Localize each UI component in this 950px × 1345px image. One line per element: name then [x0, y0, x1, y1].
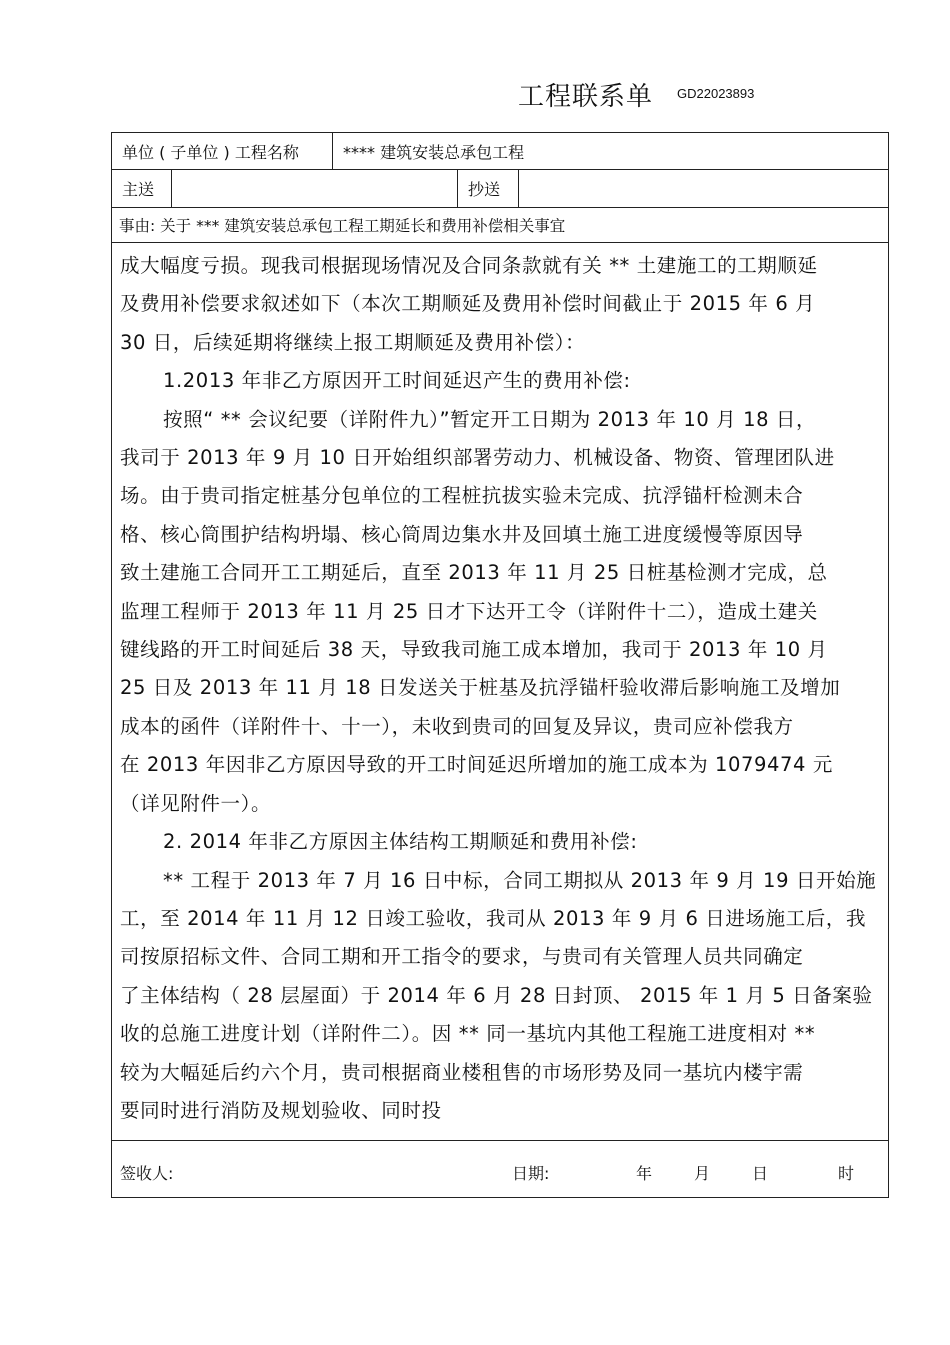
- body-line: 键线路的开工时间延后 38 天，导致我司施工成本增加，我司于 2013 年 10 月: [120, 638, 828, 662]
- letter-body: [112, 243, 888, 1141]
- recipient-row: [112, 170, 888, 208]
- to-value: [171, 170, 457, 207]
- body-line: 工，至 2014 年 11 月 12 日竣工验收，我司从 2013 年 9 月 6 日进场施工后，我: [120, 906, 867, 930]
- document-title: 工程联系单: [518, 82, 654, 112]
- hour-label: 时: [838, 1164, 855, 1183]
- body-line: 25 日及 2013 年 11 月 18 日发送关于桩基及抗浮锚杆验收滞后影响施工及增加: [120, 676, 841, 700]
- body-line: 要同时进行消防及规划验收、同时投: [120, 1098, 442, 1122]
- body-line: 2. 2014 年非乙方原因主体结构工期顺延和费用补偿:: [163, 830, 638, 854]
- project-label: 单位 ( 子单位 ) 工程名称: [122, 142, 299, 162]
- project-value: **** 建筑安装总承包工程: [332, 133, 888, 169]
- body-line: 格、核心筒围护结构坍塌、核心筒周边集水井及回填土施工进度缓慢等原因导: [120, 522, 804, 546]
- body-line: 场。由于贵司指定桩基分包单位的工程桩抗拔实验未完成、抗浮锚杆检测未合: [120, 484, 804, 508]
- body-line: 了主体结构（ 28 层屋面）于 2014 年 6 月 28 日封顶、 2015 年 1 月 5 日备案验: [120, 983, 873, 1007]
- body-line: 及费用补偿要求叙述如下（本次工期顺延及费用补偿时间截止于 2015 年 6 月: [120, 292, 816, 316]
- month-label: 月: [694, 1164, 711, 1183]
- body-line: 在 2013 年因非乙方原因导致的开工时间延迟所增加的施工成本为 1079474 元: [120, 753, 833, 777]
- cc-label: 抄送: [457, 170, 518, 207]
- body-line: 致土建施工合同开工工期延后，直至 2013 年 11 月 25 日桩基检测才完成，总: [120, 561, 828, 585]
- signature-row: [112, 1141, 888, 1199]
- project-row: [112, 133, 888, 170]
- body-line: 成大幅度亏损。现我司根据现场情况及合同条款就有关 ** 土建施工的工期顺延: [120, 254, 818, 277]
- body-line: 成本的函件（详附件十、十一），未收到贵司的回复及异议，贵司应补偿我方: [120, 714, 794, 738]
- body-line: 按照“ ** 会议纪要（详附件九）”暂定开工日期为 2013 年 10 月 18 日，: [163, 407, 817, 431]
- day-label: 日: [752, 1164, 769, 1183]
- signer-label: 签收人:: [120, 1164, 174, 1183]
- body-line: 司按原招标文件、合同工期和开工指令的要求，与贵司有关管理人员共同确定: [120, 945, 804, 969]
- document-header: [0, 74, 950, 114]
- document-number: GD22023893: [677, 86, 755, 101]
- contact-form: [111, 132, 889, 1198]
- cc-value: [518, 170, 888, 207]
- body-line: 较为大幅延后约六个月，贵司根据商业楼租售的市场形势及同一基坑内楼宇需: [120, 1060, 804, 1084]
- date-label: 日期:: [512, 1164, 550, 1183]
- body-line: 30 日，后续延期将继续上报工期顺延及费用补偿）：: [120, 330, 586, 354]
- body-line: （详见附件一）。: [120, 791, 272, 815]
- body-line: ** 工程于 2013 年 7 月 16 日中标，合同工期拟从 2013 年 9 月 19 日开始施: [163, 868, 877, 892]
- body-line: 收的总施工进度计划（详附件二）。因 ** 同一基坑内其他工程施工进度相对 **: [120, 1022, 816, 1046]
- body-line: 1.2013 年非乙方原因开工时间延迟产生的费用补偿:: [163, 369, 631, 393]
- year-label: 年: [636, 1164, 653, 1183]
- body-line: 我司于 2013 年 9 月 10 日开始组织部署劳动力、机械设备、物资、管理团队进: [120, 446, 835, 470]
- body-line: 监理工程师于 2013 年 11 月 25 日才下达开工令（详附件十二），造成土建关: [120, 599, 818, 623]
- to-label: 主送: [122, 180, 155, 199]
- subject-text: 事由: 关于 *** 建筑安装总承包工程工期延长和费用补偿相关事宜: [119, 217, 566, 235]
- subject-row: [112, 208, 888, 243]
